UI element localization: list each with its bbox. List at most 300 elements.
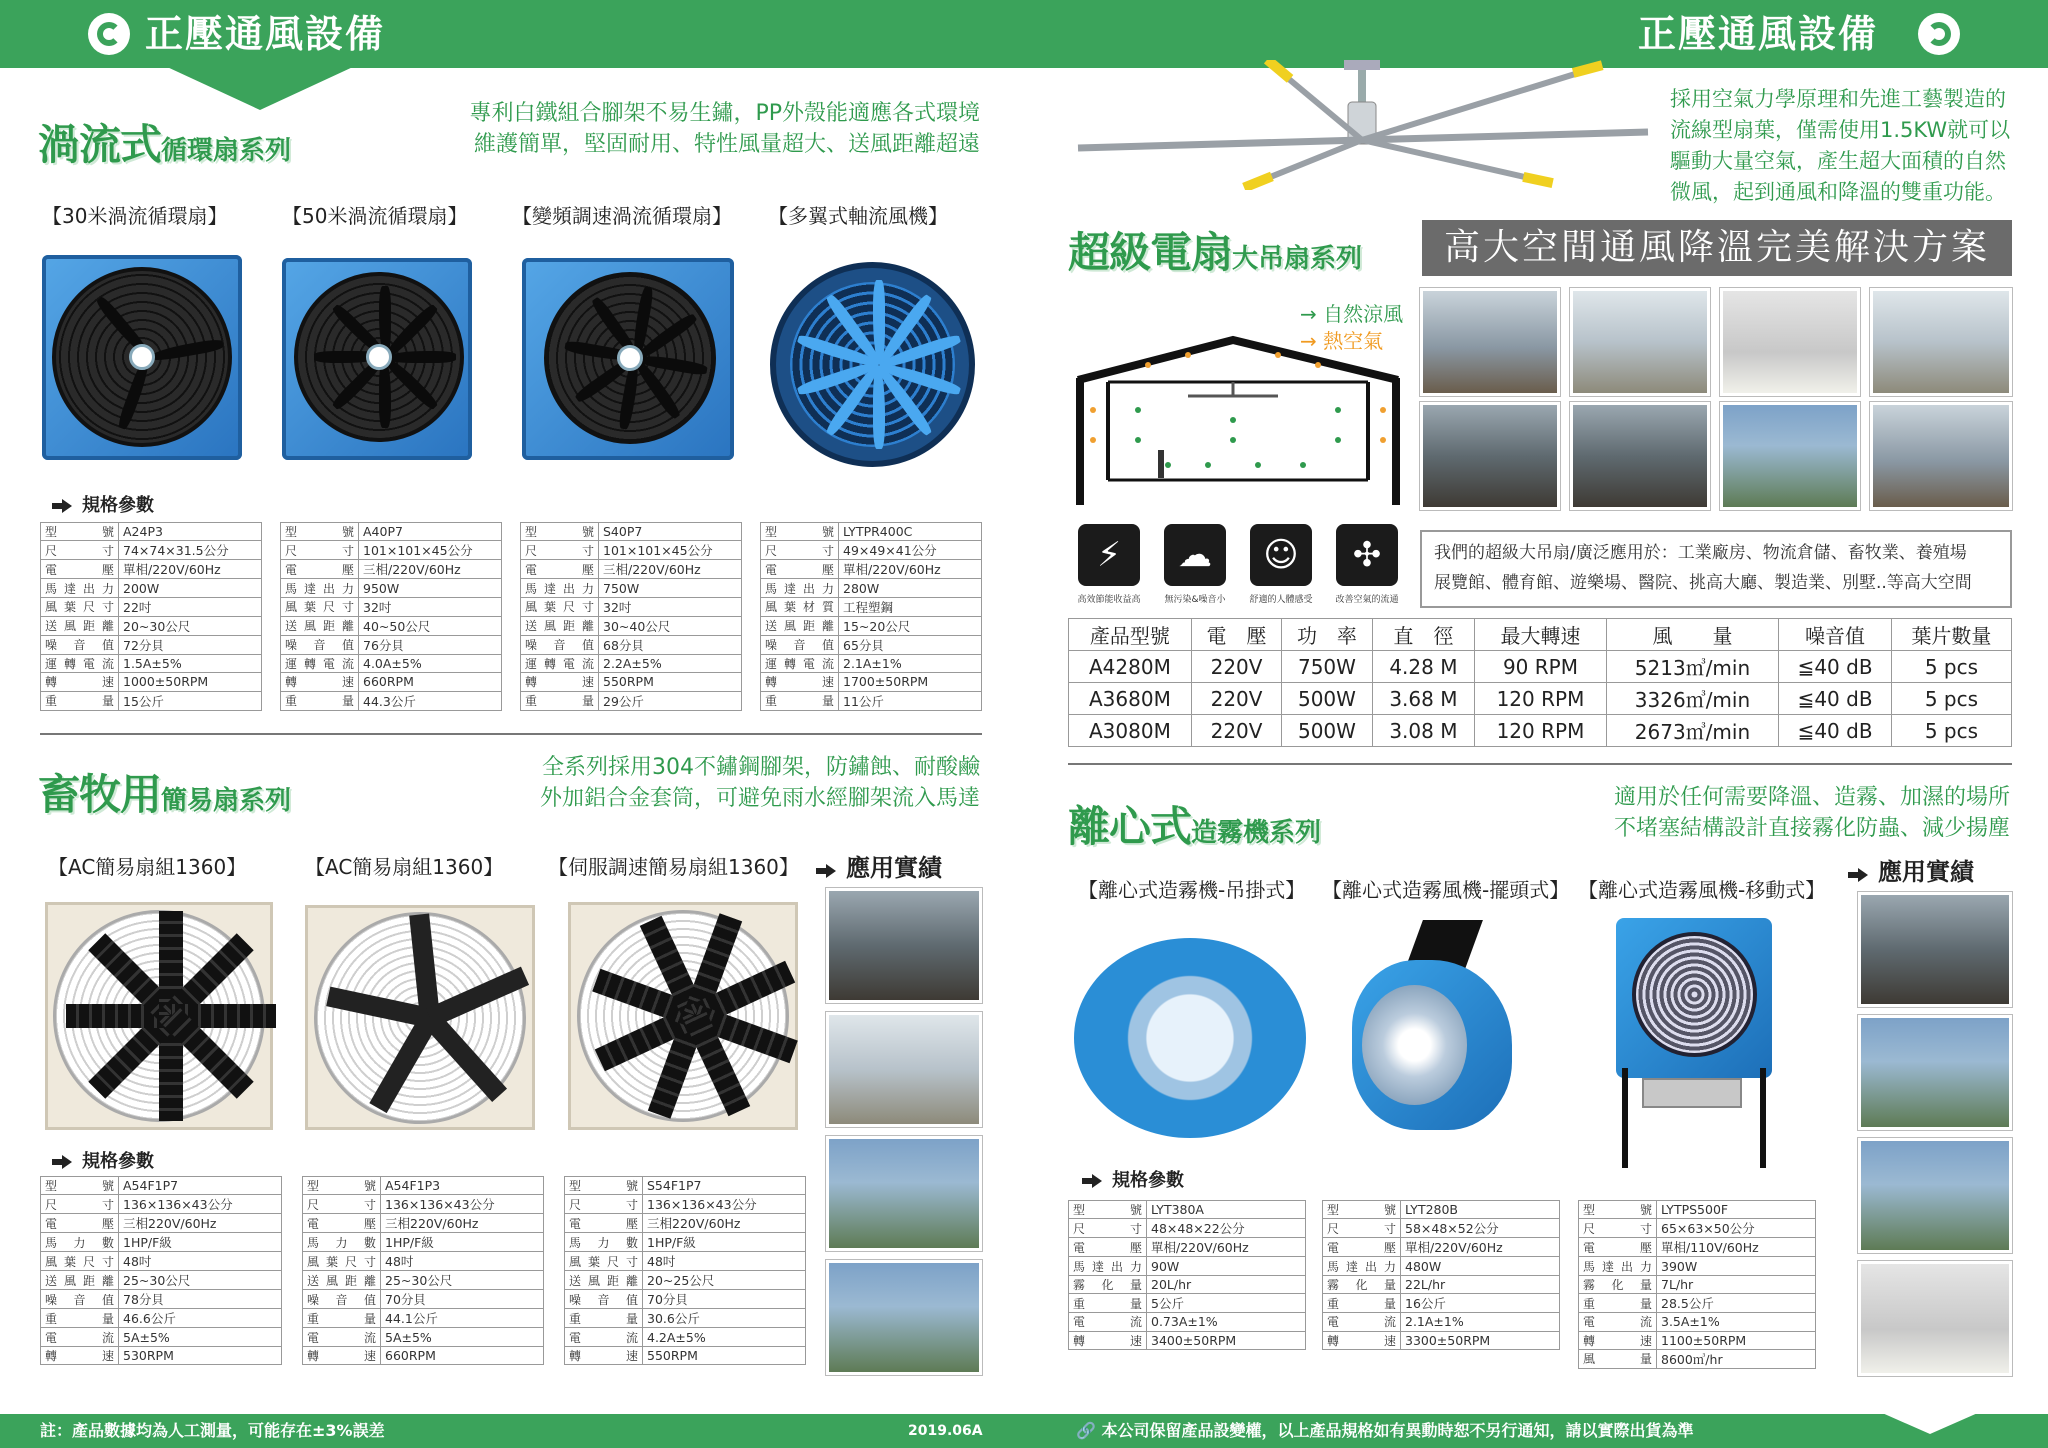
- turbo-product-label: 【30米渦流循環扇】: [42, 204, 228, 228]
- spec-key: 風 量: [1579, 1349, 1657, 1368]
- spec-value: 660RPM: [359, 673, 502, 691]
- spec-value: 1HP/F級: [119, 1233, 282, 1252]
- spec-key: 轉 速: [281, 673, 359, 691]
- spec-value: 550RPM: [599, 673, 742, 691]
- spec-row: [41, 691, 262, 710]
- spec-key: 馬達出力: [1069, 1257, 1147, 1275]
- spec-row: [41, 1177, 282, 1195]
- case-photo: [1858, 1261, 2012, 1376]
- spec-value: 660RPM: [381, 1346, 544, 1364]
- spec-key: 運轉電流: [281, 654, 359, 672]
- spec-key: 重 量: [761, 691, 839, 710]
- spec-value: 49×49×41公分: [839, 541, 982, 560]
- spec-value: 11公斤: [839, 691, 982, 710]
- spec-row: [281, 616, 502, 635]
- spec-key: 運轉電流: [521, 654, 599, 672]
- spec-value: 48吋: [119, 1252, 282, 1271]
- table-cell: 90 RPM: [1475, 651, 1607, 683]
- mist-image-lytps500f: [1612, 918, 1777, 1173]
- livestock-title: 畜牧用簡易扇系列: [38, 770, 292, 819]
- spec-value: A54F1P3: [381, 1177, 544, 1195]
- spec-key: 送風距離: [761, 616, 839, 635]
- spec-key: 尺 寸: [303, 1195, 381, 1214]
- spec-value: LYT380A: [1147, 1201, 1306, 1219]
- spec-key: 送風距離: [521, 616, 599, 635]
- spec-key: 重 量: [1069, 1294, 1147, 1313]
- spec-row: [761, 579, 982, 597]
- spec-row: [521, 616, 742, 635]
- spec-key: 風葉尺寸: [303, 1252, 381, 1271]
- spec-value: 32吋: [359, 597, 502, 616]
- spec-value: 5A±5%: [119, 1328, 282, 1346]
- spec-key: 電 壓: [41, 1214, 119, 1233]
- spec-row: [1069, 1294, 1306, 1313]
- spec-row: [565, 1271, 806, 1290]
- spec-value: 390W: [1657, 1257, 1816, 1275]
- spec-value: 15~20公尺: [839, 616, 982, 635]
- icon-label: 無污染&噪音小: [1164, 595, 1226, 605]
- spec-row: [303, 1328, 544, 1346]
- case-photo: [826, 888, 982, 1003]
- spec-key: 風葉材質: [761, 597, 839, 616]
- spec-key: 轉 速: [521, 673, 599, 691]
- spec-row: [521, 673, 742, 691]
- spec-row: [303, 1271, 544, 1290]
- mist-image-lyt380a: [1074, 938, 1306, 1138]
- application-photo: [1870, 402, 2012, 510]
- spec-row: [41, 1290, 282, 1309]
- spec-key: 電 流: [1323, 1313, 1401, 1331]
- fan-image-a54f1p3: [305, 905, 535, 1130]
- spec-value: 3300±50RPM: [1401, 1331, 1560, 1349]
- spec-row: [1069, 1313, 1306, 1331]
- table-header-cell: 噪音值: [1779, 619, 1892, 651]
- spec-row: [41, 673, 262, 691]
- spec-value: 1000±50RPM: [119, 673, 262, 691]
- turbo-product-label: 【變頻調速渦流循環扇】: [512, 204, 732, 228]
- spec-row: [41, 541, 262, 560]
- spec-value: LYTPS500F: [1657, 1201, 1816, 1219]
- ceiling-title: 超級電扇大吊扇系列: [1068, 228, 1363, 277]
- brand-left: 正壓通風設備: [145, 12, 386, 56]
- turbo-description: 專利白鐵組合腳架不易生鏽，PP外殼能適應各式環境 維護簡單，堅固耐用、特性風量超大、送風距離超遠: [469, 101, 980, 157]
- spec-key: 電 壓: [1579, 1238, 1657, 1257]
- spec-value: 65分貝: [839, 635, 982, 654]
- spec-value: 1.5A±5%: [119, 654, 262, 672]
- spec-key: 馬達出力: [1579, 1257, 1657, 1275]
- spec-row: [303, 1252, 544, 1271]
- spec-value: 950W: [359, 579, 502, 597]
- spec-key: 重 量: [1323, 1294, 1401, 1313]
- case-photo: [826, 1136, 982, 1251]
- spec-row: [41, 1195, 282, 1214]
- spec-key: 風葉尺寸: [41, 597, 119, 616]
- spec-key: 型 號: [1323, 1201, 1401, 1219]
- turbo-title: 渦流式循環扇系列: [38, 120, 292, 169]
- spec-key: 轉 速: [1069, 1331, 1147, 1349]
- spec-value: 74×74×31.5公分: [119, 541, 262, 560]
- spec-row: [303, 1290, 544, 1309]
- spec-row: [761, 654, 982, 672]
- spec-key: 馬達出力: [41, 579, 119, 597]
- spec-value: 101×101×45公分: [359, 541, 502, 560]
- spec-value: 90W: [1147, 1257, 1306, 1275]
- spec-key: 噪 音 值: [303, 1290, 381, 1309]
- spec-key: 馬 力 數: [565, 1233, 643, 1252]
- section-divider: [1068, 763, 2012, 765]
- spec-row: [1323, 1219, 1560, 1238]
- spec-key: 電 流: [1579, 1313, 1657, 1331]
- spec-value: A40P7: [359, 523, 502, 541]
- table-cell: 5 pcs: [1891, 651, 2011, 683]
- mist-title: 離心式造霧機系列: [1068, 802, 1322, 851]
- table-row: [1069, 683, 2012, 715]
- header-notch: [165, 66, 355, 110]
- table-header-cell: 電 壓: [1191, 619, 1281, 651]
- spec-row: [761, 560, 982, 579]
- spec-value: 0.73A±1%: [1147, 1313, 1306, 1331]
- spec-value: 1HP/F級: [381, 1233, 544, 1252]
- spec-key: 送風距離: [281, 616, 359, 635]
- livestock-spec-heading: 規格參數: [62, 1147, 154, 1173]
- spec-value: 1HP/F級: [643, 1233, 806, 1252]
- spec-value: 三相220V/60Hz: [119, 1214, 282, 1233]
- livestock-spec-table-3: [564, 1176, 806, 1365]
- mist-product-label: 【離心式造霧風機-擺頭式】: [1322, 878, 1570, 902]
- spec-row: [303, 1309, 544, 1328]
- table-cell: 3.08 M: [1372, 715, 1475, 747]
- spec-row: [565, 1328, 806, 1346]
- spec-value: 136×136×43公分: [119, 1195, 282, 1214]
- spec-row: [41, 1328, 282, 1346]
- footer-note-right: 🔗 本公司保留產品設變權，以上產品規格如有異動時恕不另行通知，請以實際出貨為準: [1076, 1421, 1694, 1440]
- spec-key: 馬達出力: [281, 579, 359, 597]
- table-header-cell: 產品型號: [1069, 619, 1192, 651]
- spec-key: 噪 音 值: [521, 635, 599, 654]
- spec-value: 三相220V/60Hz: [381, 1214, 544, 1233]
- spec-key: 電 壓: [521, 560, 599, 579]
- spec-value: 76分貝: [359, 635, 502, 654]
- application-photo: [1570, 402, 1710, 510]
- comfort-icon: ☺: [1250, 524, 1312, 586]
- spec-key: 轉 速: [565, 1346, 643, 1364]
- table-cell: ≦40 dB: [1779, 683, 1892, 715]
- spec-row: [1579, 1331, 1816, 1349]
- spec-key: 尺 寸: [565, 1195, 643, 1214]
- spec-row: [303, 1177, 544, 1195]
- table-cell: A3680M: [1069, 683, 1192, 715]
- spec-value: 136×136×43公分: [381, 1195, 544, 1214]
- spec-row: [761, 673, 982, 691]
- spec-key: 運轉電流: [761, 654, 839, 672]
- spec-value: 單相/220V/60Hz: [839, 560, 982, 579]
- spec-value: 20~30公尺: [119, 616, 262, 635]
- spec-value: A54F1P7: [119, 1177, 282, 1195]
- fan-image-s40p7: [522, 258, 734, 460]
- mist-spec-table-1: [1068, 1200, 1306, 1350]
- spec-row: [565, 1290, 806, 1309]
- table-cell: 3326㎥/min: [1606, 683, 1779, 715]
- spec-row: [1579, 1349, 1816, 1368]
- spec-value: 5A±5%: [381, 1328, 544, 1346]
- ceiling-description: 採用空氣力學原理和先進工藝製造的 流線型扇葉，僅需使用1.5KW就可以 驅動大量空氣，產生超大面積的自然 微風，起到通風和降溫的雙重功能。: [1670, 87, 2011, 204]
- table-cell: 3.68 M: [1372, 683, 1475, 715]
- spec-key: 馬 力 數: [41, 1233, 119, 1252]
- spec-value: S54F1P7: [643, 1177, 806, 1195]
- table-cell: 5213㎥/min: [1606, 651, 1779, 683]
- spec-row: [521, 523, 742, 541]
- spec-row: [281, 654, 502, 672]
- spec-key: 重 量: [303, 1309, 381, 1328]
- spec-key: 運轉電流: [41, 654, 119, 672]
- spec-value: 72分貝: [119, 635, 262, 654]
- spec-value: 三相/220V/60Hz: [599, 560, 742, 579]
- spec-value: 22吋: [119, 597, 262, 616]
- table-header-cell: 葉片數量: [1891, 619, 2011, 651]
- spec-key: 型 號: [41, 523, 119, 541]
- spec-value: LYT280B: [1401, 1201, 1560, 1219]
- livestock-description: 全系列採用304不鏽鋼腳架，防鏽蝕、耐酸鹼 外加鋁合金套筒，可避免雨水經腳架流入馬達: [539, 755, 980, 811]
- table-cell: ≦40 dB: [1779, 715, 1892, 747]
- application-photo: [1420, 288, 1560, 396]
- spec-key: 馬達出力: [521, 579, 599, 597]
- livestock-spec-table-2: [302, 1176, 544, 1365]
- case-photo: [1858, 1015, 2012, 1130]
- spec-value: 30~40公尺: [599, 616, 742, 635]
- spec-key: 噪 音 值: [281, 635, 359, 654]
- spec-value: 30.6公斤: [643, 1309, 806, 1328]
- spec-key: 轉 速: [1579, 1331, 1657, 1349]
- spec-key: 轉 速: [41, 1346, 119, 1364]
- spec-key: 型 號: [761, 523, 839, 541]
- spec-row: [1579, 1275, 1816, 1293]
- spec-value: 2.2A±5%: [599, 654, 742, 672]
- spec-value: 70分貝: [381, 1290, 544, 1309]
- spec-row: [521, 635, 742, 654]
- turbo-spec-table-2: [280, 522, 502, 711]
- spec-key: 尺 寸: [1579, 1219, 1657, 1238]
- spec-value: 48吋: [381, 1252, 544, 1271]
- spec-key: 尺 寸: [41, 541, 119, 560]
- spec-row: [521, 541, 742, 560]
- spec-row: [521, 597, 742, 616]
- spec-row: [41, 1309, 282, 1328]
- spec-row: [303, 1233, 544, 1252]
- spec-row: [1323, 1313, 1560, 1331]
- spec-row: [281, 579, 502, 597]
- spec-key: 尺 寸: [1323, 1219, 1401, 1238]
- air-flow-icon: ✣: [1336, 524, 1398, 586]
- spec-key: 轉 速: [761, 673, 839, 691]
- livestock-product-label: 【AC簡易扇組1360】: [305, 855, 504, 879]
- table-cell: 2673㎥/min: [1606, 715, 1779, 747]
- spec-row: [281, 597, 502, 616]
- spec-value: 44.3公斤: [359, 691, 502, 710]
- spec-key: 尺 寸: [41, 1195, 119, 1214]
- footer-version: 2019.06A: [908, 1423, 983, 1439]
- spec-key: 電 壓: [41, 560, 119, 579]
- table-cell: 750W: [1282, 651, 1372, 683]
- spec-row: [1323, 1331, 1560, 1349]
- spec-key: 電 壓: [761, 560, 839, 579]
- spec-row: [1069, 1201, 1306, 1219]
- table-cell: 500W: [1282, 715, 1372, 747]
- spec-value: 200W: [119, 579, 262, 597]
- spec-row: [565, 1346, 806, 1364]
- spec-row: [1579, 1257, 1816, 1275]
- spec-value: 58×48×52公分: [1401, 1219, 1560, 1238]
- mist-description: 適用於任何需要降溫、造霧、加濕的場所 不堵塞結構設計直接霧化防蟲、減少揚塵: [1613, 785, 2010, 841]
- livestock-case-label: 應用實績: [826, 848, 942, 883]
- spec-row: [565, 1214, 806, 1233]
- spec-key: 霧 化 量: [1323, 1275, 1401, 1293]
- spec-key: 型 號: [1579, 1201, 1657, 1219]
- spec-row: [281, 560, 502, 579]
- spec-row: [41, 1271, 282, 1290]
- spec-row: [761, 541, 982, 560]
- table-cell: 220V: [1191, 651, 1281, 683]
- spec-value: 48×48×22公分: [1147, 1219, 1306, 1238]
- table-cell: ≦40 dB: [1779, 651, 1892, 683]
- spec-value: 單相/110V/60Hz: [1657, 1238, 1816, 1257]
- spec-value: 68分貝: [599, 635, 742, 654]
- table-cell: 120 RPM: [1475, 715, 1607, 747]
- application-photo: [1720, 402, 1860, 510]
- spec-value: 70分貝: [643, 1290, 806, 1309]
- spec-row: [1579, 1219, 1816, 1238]
- spec-key: 噪 音 值: [41, 635, 119, 654]
- icon-label: 改善空氣的流通: [1335, 595, 1399, 605]
- fan-image-s54f1p7: [568, 902, 798, 1130]
- spec-key: 型 號: [565, 1177, 643, 1195]
- case-photo: [826, 1260, 982, 1375]
- spec-key: 霧 化 量: [1069, 1275, 1147, 1293]
- spec-row: [41, 635, 262, 654]
- spec-value: 3400±50RPM: [1147, 1331, 1306, 1349]
- table-row: [1069, 715, 2012, 747]
- table-cell: A3080M: [1069, 715, 1192, 747]
- spec-value: 16公斤: [1401, 1294, 1560, 1313]
- turbo-spec-table-1: [40, 522, 262, 711]
- spec-row: [1069, 1331, 1306, 1349]
- spec-row: [281, 691, 502, 710]
- spec-value: 25~30公尺: [119, 1271, 282, 1290]
- spec-row: [281, 541, 502, 560]
- fan-image-a40p7: [282, 258, 472, 460]
- spec-row: [303, 1346, 544, 1364]
- application-photo: [1570, 288, 1710, 396]
- spec-row: [761, 691, 982, 710]
- fan-image-a24p3: [42, 255, 242, 460]
- table-cell: 500W: [1282, 683, 1372, 715]
- spec-key: 電 壓: [1069, 1238, 1147, 1257]
- spec-row: [761, 635, 982, 654]
- spec-key: 尺 寸: [1069, 1219, 1147, 1238]
- spec-key: 送風距離: [303, 1271, 381, 1290]
- spec-key: 噪 音 值: [565, 1290, 643, 1309]
- spec-row: [565, 1177, 806, 1195]
- spec-row: [281, 523, 502, 541]
- fan-image-lytpr400c: [770, 262, 975, 467]
- turbo-spec-table-4: [760, 522, 982, 711]
- spec-key: 電 流: [565, 1328, 643, 1346]
- livestock-product-label: 【伺服調速簡易扇組1360】: [548, 855, 799, 879]
- spec-key: 轉 速: [303, 1346, 381, 1364]
- spec-key: 馬達出力: [761, 579, 839, 597]
- spec-value: A24P3: [119, 523, 262, 541]
- table-header-cell: 功 率: [1282, 619, 1372, 651]
- mist-product-label: 【離心式造霧風機-移動式】: [1578, 878, 1826, 902]
- spec-key: 重 量: [281, 691, 359, 710]
- energy-icon: ⚡: [1078, 524, 1140, 586]
- spec-row: [1579, 1201, 1816, 1219]
- spec-value: 29公斤: [599, 691, 742, 710]
- spec-row: [521, 691, 742, 710]
- table-cell: 220V: [1191, 683, 1281, 715]
- spec-row: [41, 616, 262, 635]
- spec-key: 電 流: [303, 1328, 381, 1346]
- spec-row: [303, 1214, 544, 1233]
- logo-icon: [1918, 13, 1960, 55]
- spec-value: 三相220V/60Hz: [643, 1214, 806, 1233]
- spec-value: 550RPM: [643, 1346, 806, 1364]
- spec-row: [1069, 1275, 1306, 1293]
- spec-key: 尺 寸: [521, 541, 599, 560]
- brand-right: 正壓通風設備: [1638, 12, 1879, 56]
- spec-row: [41, 560, 262, 579]
- spec-key: 風葉尺寸: [521, 597, 599, 616]
- spec-key: 噪 音 值: [761, 635, 839, 654]
- spec-row: [41, 579, 262, 597]
- spec-key: 尺 寸: [761, 541, 839, 560]
- spec-row: [1579, 1238, 1816, 1257]
- spec-row: [41, 1214, 282, 1233]
- spec-value: 5公斤: [1147, 1294, 1306, 1313]
- spec-row: [41, 1346, 282, 1364]
- spec-value: 2.1A±1%: [839, 654, 982, 672]
- turbo-spec-table-3: [520, 522, 742, 711]
- table-cell: 5 pcs: [1891, 715, 2011, 747]
- spec-row: [41, 654, 262, 672]
- spec-row: [1323, 1201, 1560, 1219]
- spec-key: 重 量: [521, 691, 599, 710]
- spec-key: 型 號: [303, 1177, 381, 1195]
- spec-row: [565, 1233, 806, 1252]
- spec-key: 電 流: [41, 1328, 119, 1346]
- spec-row: [761, 616, 982, 635]
- table-header-row: [1069, 619, 2012, 651]
- spec-value: 480W: [1401, 1257, 1560, 1275]
- spec-value: 20L/hr: [1147, 1275, 1306, 1293]
- footer-note-left: 註：產品數據均為人工測量，可能存在±3%誤差: [40, 1421, 385, 1440]
- spec-value: 65×63×50公分: [1657, 1219, 1816, 1238]
- spec-key: 重 量: [565, 1309, 643, 1328]
- spec-value: 單相/220V/60Hz: [1401, 1238, 1560, 1257]
- spec-value: 32吋: [599, 597, 742, 616]
- spec-key: 送風距離: [41, 616, 119, 635]
- ceiling-spec-table: [1068, 618, 2012, 747]
- case-photo: [1858, 1138, 2012, 1253]
- spec-row: [565, 1309, 806, 1328]
- mist-image-lyt280b: [1352, 920, 1512, 1130]
- spec-key: 電 壓: [281, 560, 359, 579]
- ceiling-banner: 高大空間通風降溫完美解決方案: [1422, 220, 2012, 276]
- spec-value: 44.1公斤: [381, 1309, 544, 1328]
- turbo-product-label: 【50米渦流循環扇】: [282, 204, 468, 228]
- spec-row: [565, 1195, 806, 1214]
- mist-product-label: 【離心式造霧機-吊掛式】: [1078, 878, 1306, 902]
- spec-key: 霧 化 量: [1579, 1275, 1657, 1293]
